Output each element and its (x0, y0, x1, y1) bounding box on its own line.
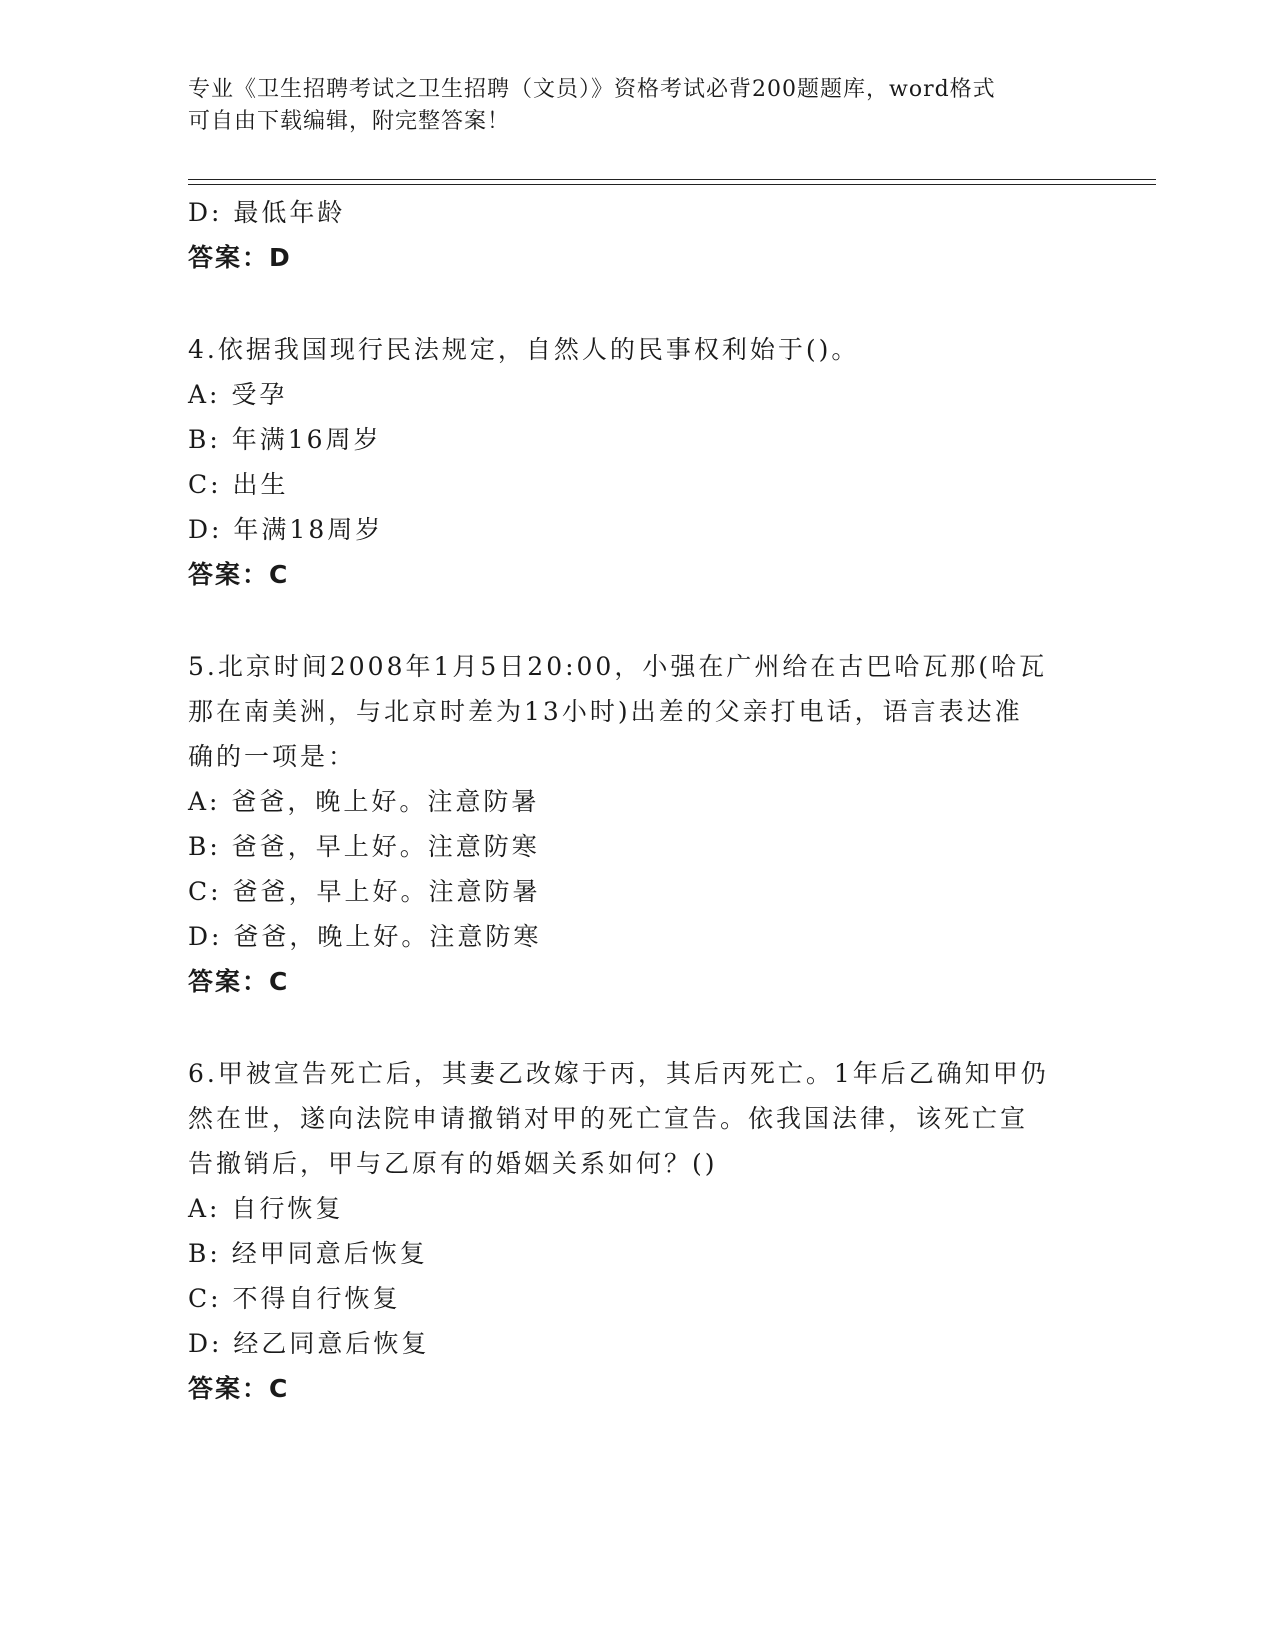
answer: 答案：C (188, 967, 290, 996)
question-list (188, 190, 1088, 1411)
header-divider-top (188, 179, 1156, 180)
option-b: B: 经甲同意后恢复 (188, 1239, 428, 1268)
answer: 答案：C (188, 560, 290, 589)
question-5 (188, 644, 1088, 1004)
question-4 (188, 327, 1088, 597)
question-6 (188, 1051, 1088, 1411)
question-stem: 告撤销后，甲与乙原有的婚姻关系如何？() (188, 1149, 718, 1178)
question-stem: 4.依据我国现行民法规定，自然人的民事权利始于()。 (188, 335, 860, 364)
spacer (188, 1004, 1088, 1051)
answer: 答案：D (188, 243, 292, 272)
option-d: D: 经乙同意后恢复 (188, 1329, 430, 1358)
spacer (188, 280, 1088, 327)
option-c: C: 出生 (188, 470, 289, 499)
option-a: A: 爸爸，晚上好。注意防暑 (188, 787, 540, 816)
option-d: D: 最低年龄 (188, 198, 346, 227)
question-stem: 然在世，遂向法院申请撤销对甲的死亡宣告。依我国法律，该死亡宣 (188, 1104, 1029, 1133)
spacer (188, 597, 1088, 644)
question-stem: 确的一项是： (188, 742, 357, 771)
header-title-line-2: 可自由下载编辑，附完整答案！ (188, 109, 511, 134)
option-c: C: 不得自行恢复 (188, 1284, 401, 1313)
answer: 答案：C (188, 1374, 290, 1403)
option-a: A: 受孕 (188, 380, 288, 409)
option-d: D: 年满18周岁 (188, 515, 384, 544)
header-divider-bottom (188, 184, 1156, 185)
question-stem: 5.北京时间2008年1月5日20:00，小强在广州给在古巴哈瓦那(哈瓦 (188, 652, 1048, 681)
option-b: B: 年满16周岁 (188, 425, 382, 454)
option-d: D: 爸爸，晚上好。注意防寒 (188, 922, 542, 951)
document-header (188, 74, 1068, 138)
option-b: B: 爸爸，早上好。注意防寒 (188, 832, 540, 861)
option-c: C: 爸爸，早上好。注意防暑 (188, 877, 541, 906)
question-stem: 那在南美洲，与北京时差为13小时)出差的父亲打电话，语言表达准 (188, 697, 1023, 726)
option-a: A: 自行恢复 (188, 1194, 344, 1223)
header-title-line-1: 专业《卫生招聘考试之卫生招聘（文员）》资格考试必背200题题库，word格式 (188, 77, 996, 102)
question-stem: 6.甲被宣告死亡后，其妻乙改嫁于丙，其后丙死亡。1年后乙确知甲仍 (188, 1059, 1049, 1088)
